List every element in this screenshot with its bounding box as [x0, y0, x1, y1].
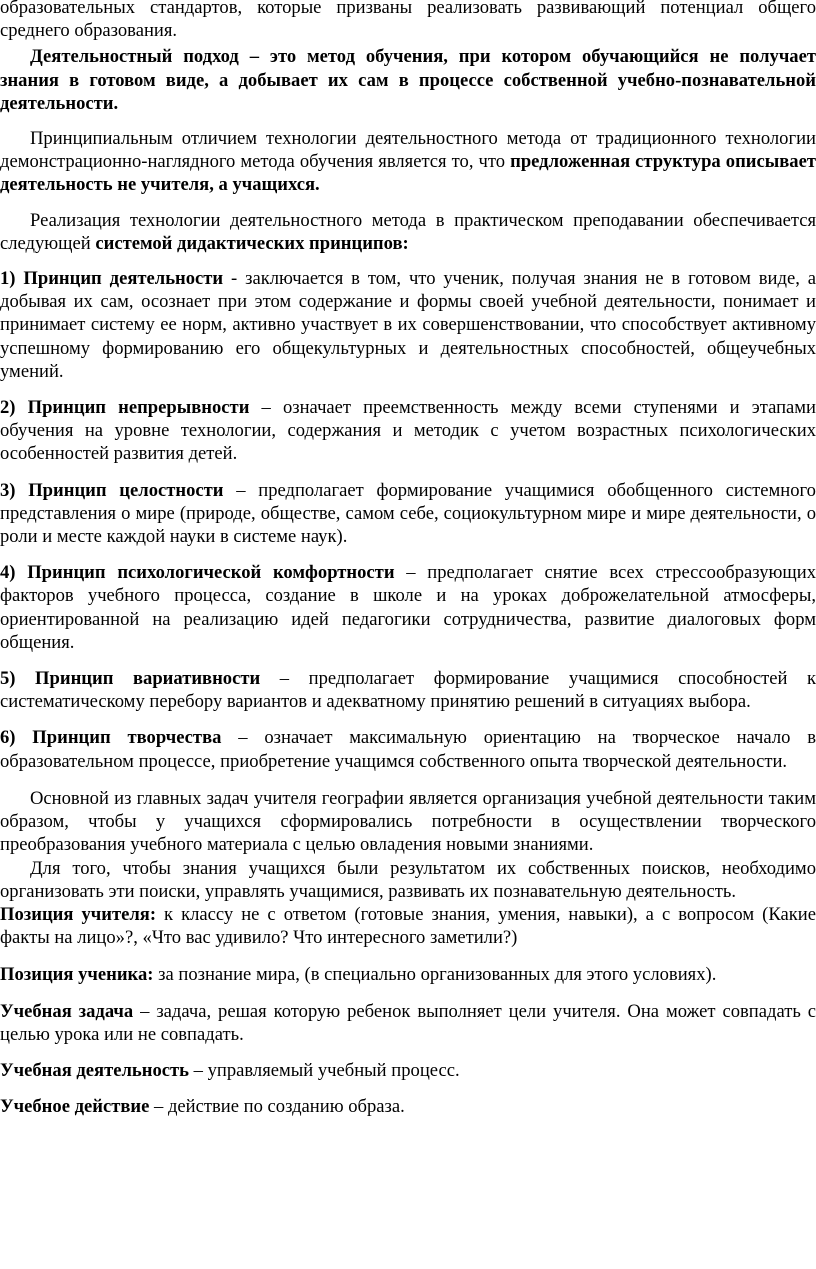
principle-item-3 [0, 479, 816, 549]
paragraph-implementation [0, 209, 816, 255]
definition-teacher-position [0, 903, 816, 949]
definition-term: Учебное действие [0, 1096, 150, 1118]
definition-learning-task [0, 1000, 816, 1046]
definition-term: Учебная задача [0, 1000, 134, 1022]
approach-definition-bold: Деятельностный подход – это метод обучения, при котором обучающийся не получает знания в готовом виде, а добывает их сам в процессе собственной учебно-познавательной деятельности. [0, 46, 816, 114]
principle-term: 5) Принцип вариативности [0, 668, 261, 690]
principle-item-4 [0, 561, 816, 654]
definition-learning-action [0, 1095, 816, 1118]
paragraph-teacher-task [0, 787, 816, 857]
paragraph-text: Основной из главных задач учителя географии является организация учебной деятельности таким образом, чтобы у учащихся сформировались потребности в осуществлении творческого преобразования учебного материала с целью овладения новыми знаниями. [0, 787, 816, 856]
principle-item-5 [0, 667, 816, 713]
paragraph-definition-approach [0, 45, 816, 115]
definition-text: к классу не с ответом (готовые знания, умения, навыки), а с вопросом (Какие факты на лицо»?, «Что вас удивило? Что интересного заметили?) [0, 903, 816, 949]
principle-item-2 [0, 396, 816, 466]
paragraph-text: Реализация технологии деятельностного метода в практическом преподавании обеспечивается следующей [0, 209, 816, 254]
definition-text: – действие по созданию образа. [149, 1096, 405, 1118]
principle-term: 3) Принцип целостности [0, 479, 224, 501]
principle-text: - заключается в том, что ученик, получая знания не в готовом виде, а добывая их сам, осознает при этом содержание и формы своей учебной деятельности, понимает и принимает систему ее норм, активно участвует в их совершенствовании, что способствует активному успешному формированию его общекультурных и деятельностных способностей, общеучебных умений. [0, 268, 816, 382]
principle-term: 1) Принцип деятельности [0, 268, 224, 290]
definition-learning-activity [0, 1059, 816, 1082]
principle-text: – предполагает снятие всех стрессообразующих факторов учебного процесса, создание в школе и на уроках доброжелательной атмосферы, ориентированной на реализацию идей педагогики сотрудничества, развитие диалоговых форм общения. [0, 562, 816, 653]
definition-text: – управляемый учебный процесс. [189, 1059, 460, 1081]
definition-student-position [0, 963, 816, 986]
principle-term: 2) Принцип непрерывности [0, 397, 250, 419]
principle-item-6 [0, 726, 816, 772]
paragraph-difference [0, 127, 816, 197]
principle-term: 6) Принцип творчества [0, 727, 222, 749]
paragraph-text: Для того, чтобы знания учащихся были результатом их собственных поисков, необходимо организовать эти поиски, управлять учащимися, развивать их познавательную деятельность. [0, 857, 816, 902]
principle-term: 4) Принцип психологической комфортности [0, 562, 395, 584]
definition-term: Позиция ученика: [0, 964, 154, 986]
principle-text: – означает преемственность между всеми ступенями и этапами обучения на уровне технологии, содержания и методик с учетом возрастных психологических особенностей развития детей. [0, 397, 816, 465]
principle-text: – означает максимальную ориентацию на творческое начало в образовательном процессе, приобретение учащимся собственного опыта творческой деятельности. [0, 727, 816, 772]
definition-term: Учебная деятельность [0, 1059, 189, 1081]
paragraph-intro-continuation [0, 0, 816, 42]
paragraph-bold: системой дидактических принципов: [95, 232, 409, 254]
paragraph-text: образовательных стандартов, которые призваны реализовать развивающий потенциал общего среднего образования. [0, 0, 816, 42]
paragraph-text: Принципиальным отличием технологии деятельностного метода от традиционного технологии демонстрационно-наглядного метода обучения является то, что [0, 128, 816, 173]
paragraph-student-search [0, 857, 816, 903]
paragraph-bold: предложенная структура описывает деятельность не учителя, а учащихся. [0, 151, 816, 196]
definition-text: – задача, решая которую ребенок выполняет цели учителя. Она может совпадать с целью урока или не совпадать. [0, 1000, 816, 1045]
principle-text: – предполагает формирование учащимися способностей к систематическому перебору вариантов и адекватному принятию решений в ситуациях выбора. [0, 668, 816, 713]
principle-item-1 [0, 267, 816, 383]
definition-term: Позиция учителя: [0, 903, 157, 925]
principle-text: – предполагает формирование учащимися обобщенного системного представления о мире (природе, обществе, самом себе, социокультурном мире и мире деятельности, о роли и месте каждой науки в системе наук). [0, 479, 816, 548]
definition-text: за познание мира, (в специально организованных для этого условиях). [153, 964, 717, 986]
